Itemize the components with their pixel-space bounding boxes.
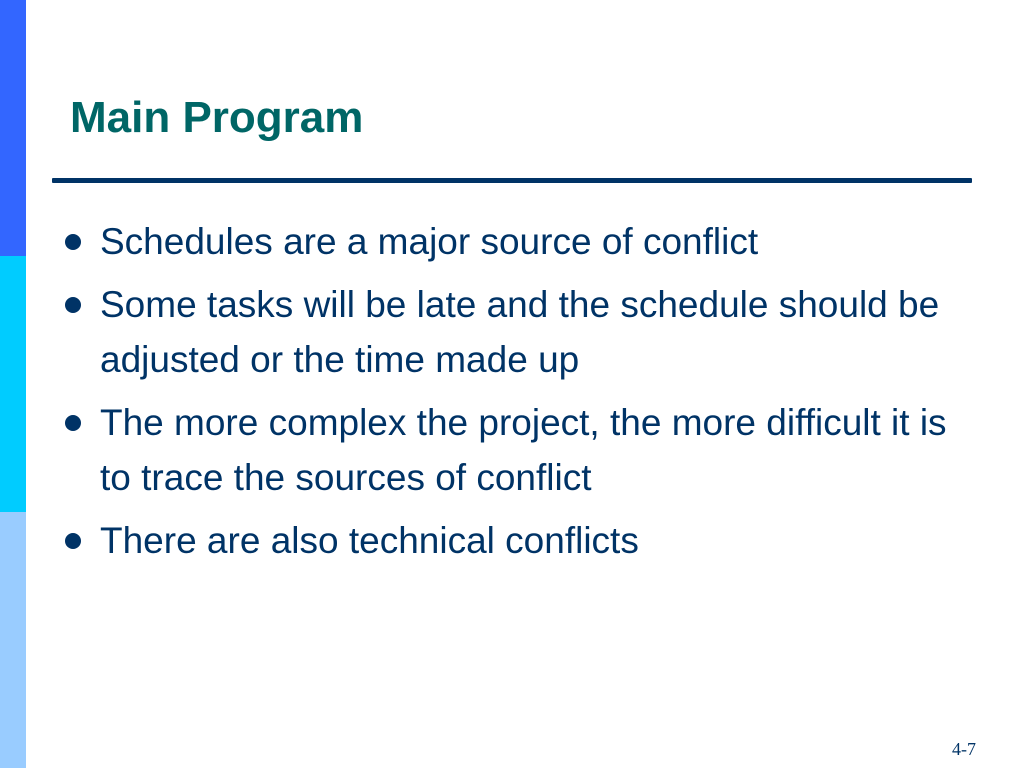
side-bar-segment-middle xyxy=(0,256,26,512)
bullet-item xyxy=(62,277,962,387)
bullet-text: There are also technical conflicts xyxy=(100,520,639,561)
side-bar-segment-bottom xyxy=(0,512,26,768)
title-divider xyxy=(52,178,972,183)
bullet-text: Some tasks will be late and the schedule should be adjusted or the time made up xyxy=(100,284,940,380)
side-bar-segment-top xyxy=(0,0,26,256)
side-color-bar xyxy=(0,0,26,768)
bullet-text: Schedules are a major source of conflict xyxy=(100,221,759,262)
bullet-dot-icon xyxy=(65,415,81,431)
bullet-dot-icon xyxy=(65,533,81,549)
bullet-dot-icon xyxy=(65,234,81,250)
bullet-item xyxy=(62,395,962,505)
page-number: 4-7 xyxy=(952,739,976,759)
slide-title: Main Program xyxy=(70,93,364,142)
bullet-item xyxy=(62,214,962,269)
bullet-list xyxy=(62,214,962,576)
bullet-item xyxy=(62,513,962,568)
bullet-dot-icon xyxy=(65,297,81,313)
bullet-text: The more complex the project, the more difficult it is to trace the sources of conflict xyxy=(100,402,947,498)
